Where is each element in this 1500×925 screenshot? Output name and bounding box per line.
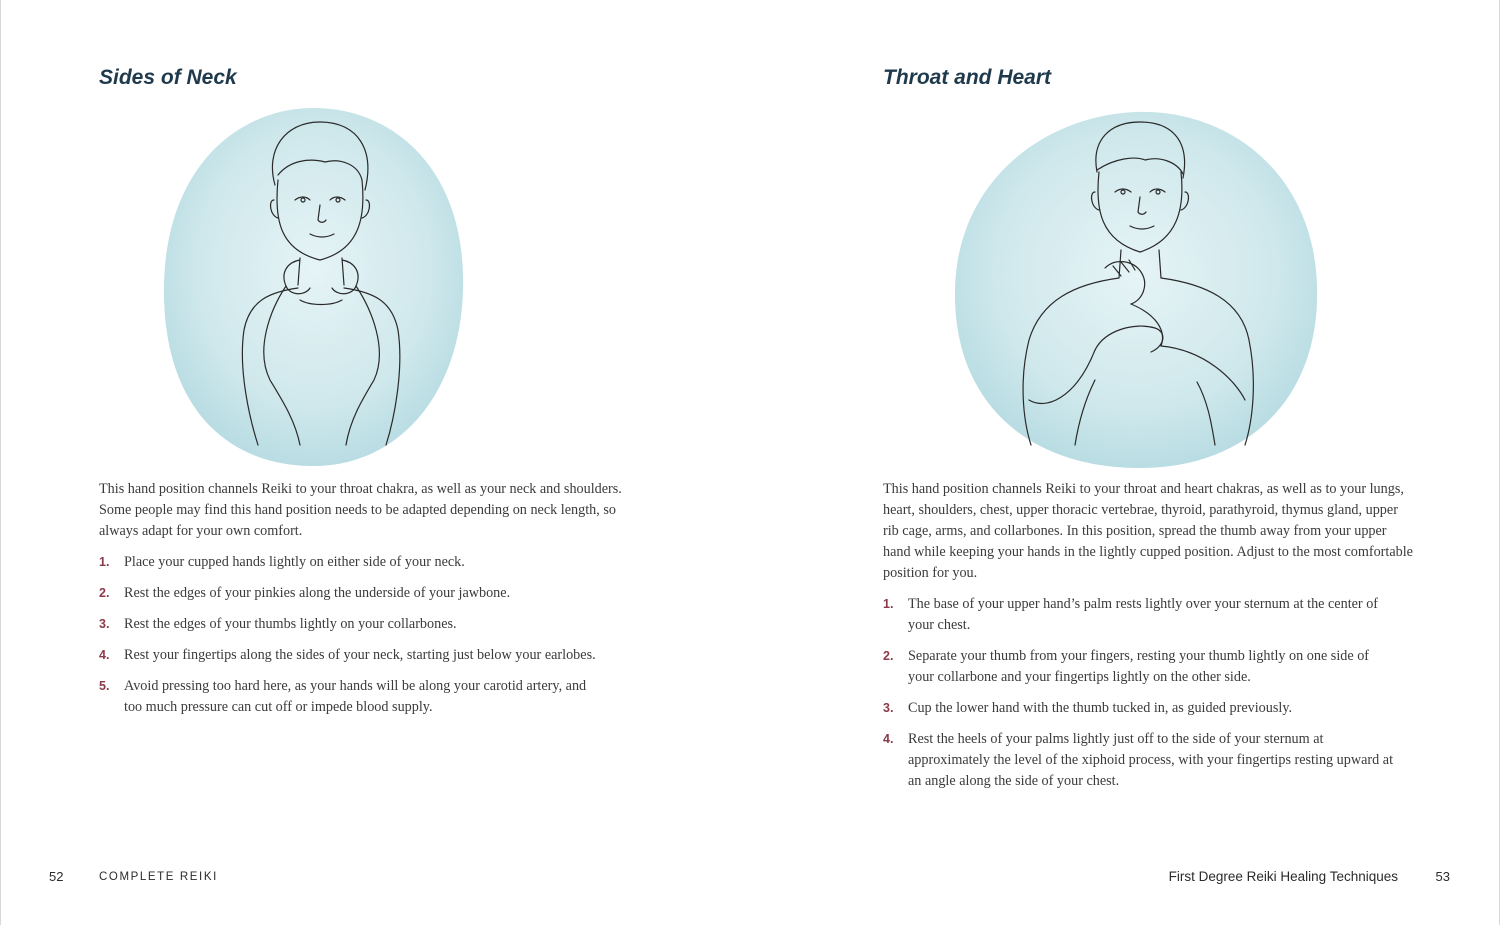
step-number: 2. bbox=[883, 649, 894, 663]
list-item bbox=[99, 552, 599, 573]
step-text: Rest the heels of your palms lightly just off to the side of your sternum at approximately the level of the xiphoid process, with your fingertips resting upward at an angle along the side of your chest. bbox=[908, 731, 1394, 789]
right-running-head: First Degree Reiki Healing Techniques bbox=[1168, 869, 1398, 884]
step-text: Rest your fingertips along the sides of your neck, starting just below your earlobes. bbox=[124, 647, 596, 663]
step-number: 5. bbox=[99, 679, 110, 693]
left-page-number: 52 bbox=[49, 869, 64, 884]
list-item bbox=[99, 676, 599, 718]
step-number: 3. bbox=[883, 701, 894, 715]
left-page-intro: This hand position channels Reiki to your throat chakra, as well as your neck and shoulders. Some people may find this hand position needs to be adapted depending on neck length, so always adapt for your own comfort. bbox=[99, 481, 622, 539]
step-number: 4. bbox=[99, 648, 110, 662]
step-number: 3. bbox=[99, 617, 110, 631]
watercolor-blob bbox=[955, 112, 1317, 468]
right-page-steps bbox=[883, 594, 1393, 802]
list-item bbox=[883, 646, 1393, 688]
list-item bbox=[883, 594, 1393, 636]
list-item bbox=[883, 698, 1393, 719]
watercolor-blob bbox=[164, 108, 463, 466]
step-text: Cup the lower hand with the thumb tucked in, as guided previously. bbox=[908, 700, 1293, 716]
step-text: Rest the edges of your pinkies along the underside of your jawbone. bbox=[124, 585, 511, 601]
step-text: Avoid pressing too hard here, as your hands will be along your carotid artery, and too much pressure can cut off or impede blood supply. bbox=[124, 678, 587, 715]
step-text: Separate your thumb from your fingers, resting your thumb lightly on one side of your collarbone and your fingertips lightly on the other side. bbox=[908, 648, 1370, 685]
list-item bbox=[883, 729, 1393, 792]
step-number: 1. bbox=[99, 555, 110, 569]
sides-of-neck-illustration bbox=[160, 100, 470, 475]
right-page-title: Throat and Heart bbox=[883, 66, 1052, 89]
left-page-title: Sides of Neck bbox=[99, 66, 237, 89]
right-page-intro: This hand position channels Reiki to your throat and heart chakras, as well as to your lungs, heart, shoulders, chest, upper thoracic vertebrae, thyroid, parathyroid, thymus gland, upper rib cage, arms, and collarbones. In this position, spread the thumb away from your upper hand while keeping your hands in the lightly cupped position. Adjust to the most comfortable position for you. bbox=[883, 481, 1413, 581]
left-running-head: COMPLETE REIKI bbox=[99, 871, 218, 883]
throat-and-heart-illustration bbox=[945, 100, 1325, 475]
left-page-steps bbox=[99, 552, 599, 728]
step-number: 4. bbox=[883, 732, 894, 746]
step-text: The base of your upper hand’s palm rests lightly over your sternum at the center of your chest. bbox=[908, 596, 1379, 633]
list-item bbox=[99, 614, 599, 635]
list-item bbox=[99, 645, 599, 666]
step-text: Rest the edges of your thumbs lightly on your collarbones. bbox=[124, 616, 457, 632]
step-number: 2. bbox=[99, 586, 110, 600]
right-page-number: 53 bbox=[1435, 869, 1450, 884]
step-text: Place your cupped hands lightly on either side of your neck. bbox=[124, 554, 465, 570]
right-page bbox=[750, 0, 1500, 925]
list-item bbox=[99, 583, 599, 604]
step-number: 1. bbox=[883, 597, 894, 611]
